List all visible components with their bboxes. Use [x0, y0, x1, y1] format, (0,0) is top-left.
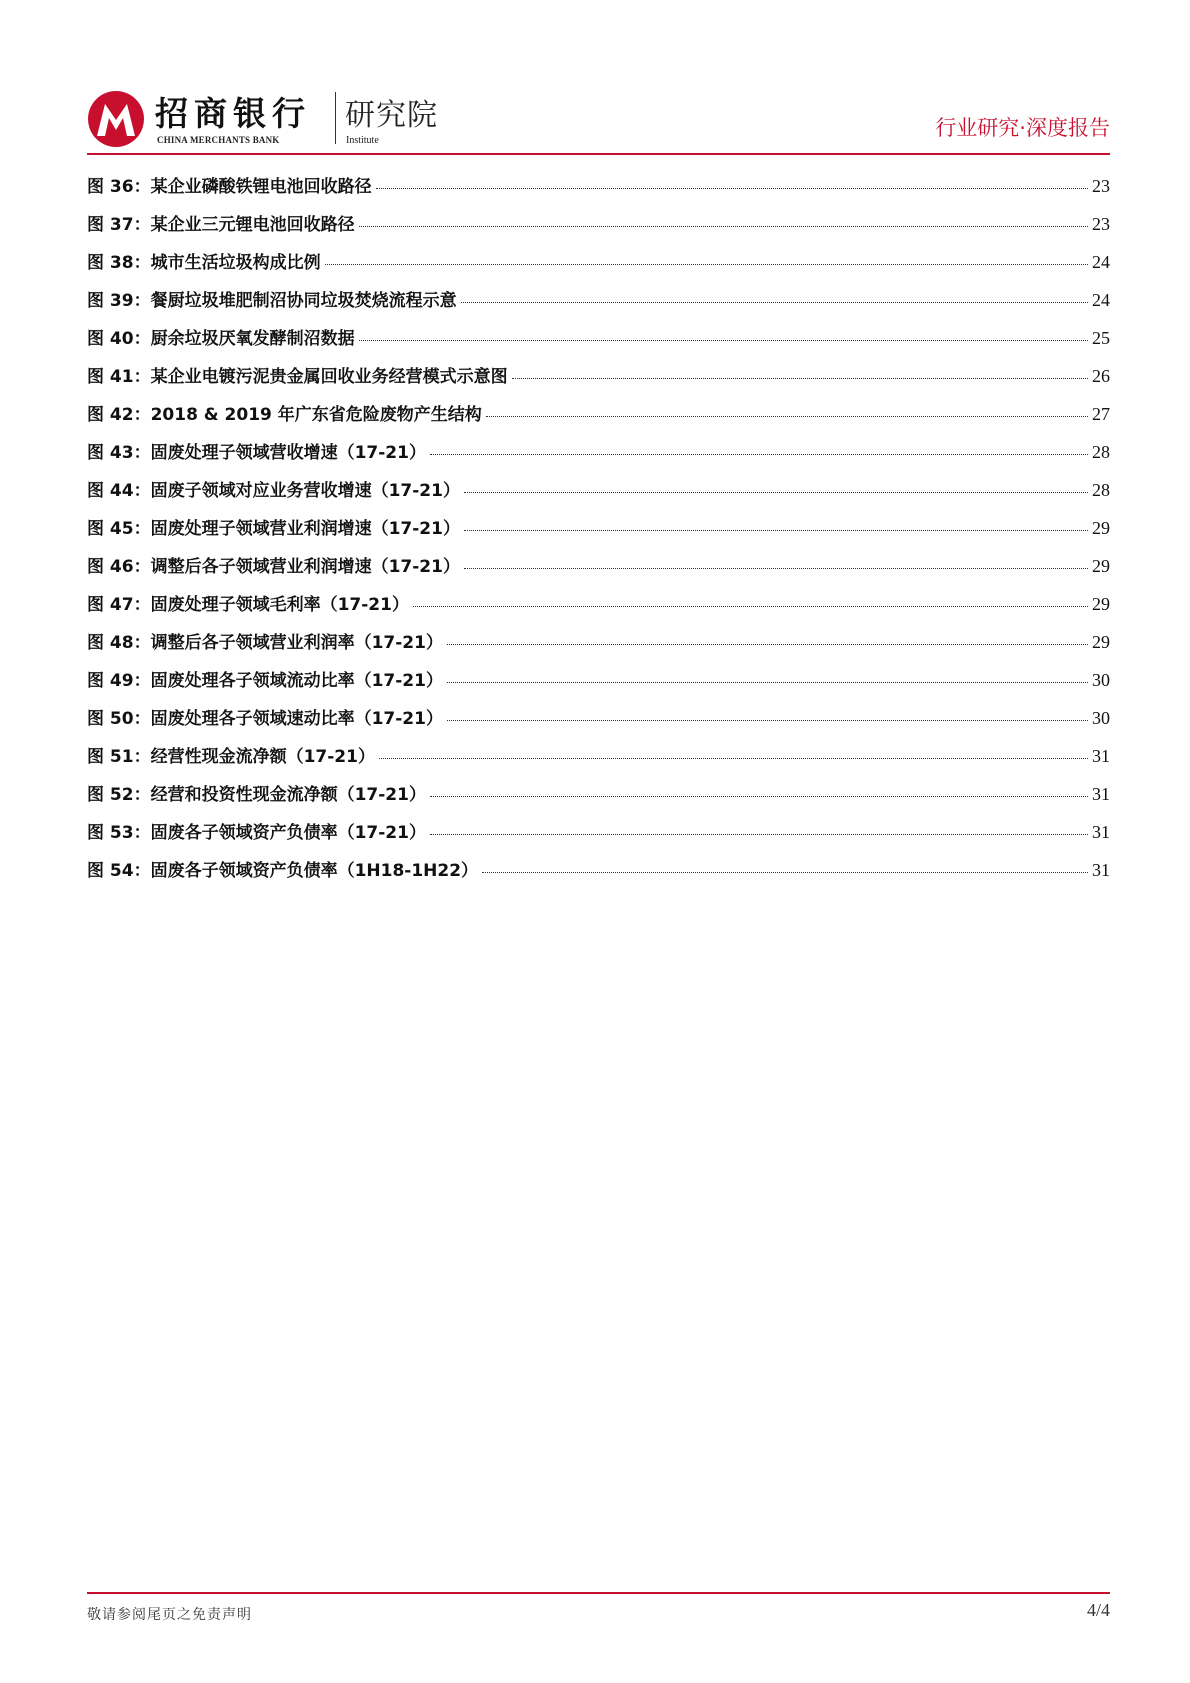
toc-entry-leader — [430, 834, 1088, 835]
toc-entry-leader — [512, 378, 1088, 379]
institute-name-en: Institute — [346, 135, 379, 146]
toc-entry-page: 26 — [1092, 366, 1110, 386]
toc-entry-label: 图 37： — [87, 215, 151, 235]
toc-entry-page: 31 — [1092, 822, 1110, 842]
toc-entry-label: 图 54： — [87, 861, 151, 881]
toc-entry-page: 31 — [1092, 860, 1110, 880]
toc-entry-title: 2018 & 2019 年广东省危险废物产生结构 — [150, 405, 482, 425]
toc-entry[interactable] — [87, 742, 1110, 780]
toc-entry-label: 图 47： — [87, 595, 151, 615]
toc-entry-title: 城市生活垃圾构成比例 — [150, 253, 321, 273]
toc-entry-page: 29 — [1092, 556, 1110, 576]
toc-entry-leader — [486, 416, 1088, 417]
toc-entry[interactable] — [87, 666, 1110, 704]
page-header — [87, 84, 1110, 150]
toc-entry[interactable] — [87, 324, 1110, 362]
toc-entry-title: 固废子领域对应业务营收增速（17-21） — [150, 481, 460, 501]
toc-entry-title: 固废处理各子领域速动比率（17-21） — [150, 709, 443, 729]
toc-entry-title: 固废各子领域资产负债率（1H18-1H22） — [150, 861, 479, 881]
toc-entry-title: 固废各子领域资产负债率（17-21） — [150, 823, 426, 843]
bank-name-en: CHINA MERCHANTS BANK — [157, 135, 280, 145]
toc-entry-page: 25 — [1092, 328, 1110, 348]
toc-entry[interactable] — [87, 438, 1110, 476]
toc-entry-label: 图 48： — [87, 633, 151, 653]
toc-entry[interactable] — [87, 704, 1110, 742]
toc-entry-label: 图 44： — [87, 481, 151, 501]
toc-entry[interactable] — [87, 476, 1110, 514]
header-divider — [87, 153, 1110, 155]
toc-entry-label: 图 49： — [87, 671, 151, 691]
toc-entry-title: 固废处理子领域营业利润增速（17-21） — [150, 519, 460, 539]
toc-entry-label: 图 46： — [87, 557, 151, 577]
toc-entry-page: 24 — [1092, 252, 1110, 272]
toc-entry-leader — [376, 188, 1088, 189]
toc-entry-label: 图 50： — [87, 709, 151, 729]
toc-entry-label: 图 36： — [87, 177, 151, 197]
toc-entry[interactable] — [87, 628, 1110, 666]
bank-name-cn: 招商银行 — [155, 94, 311, 133]
toc-entry[interactable] — [87, 780, 1110, 818]
toc-entry-title: 某企业磷酸铁锂电池回收路径 — [150, 177, 372, 197]
toc-entry-label: 图 38： — [87, 253, 151, 273]
toc-entry-label: 图 39： — [87, 291, 151, 311]
toc-entry[interactable] — [87, 514, 1110, 552]
toc-entry-page: 24 — [1092, 290, 1110, 310]
toc-entry-leader — [447, 644, 1088, 645]
toc-entry-label: 图 43： — [87, 443, 151, 463]
toc-entry-title: 餐厨垃圾堆肥制沼协同垃圾焚烧流程示意 — [150, 291, 457, 311]
toc-entry[interactable] — [87, 400, 1110, 438]
toc-entry-title: 某企业电镀污泥贵金属回收业务经营模式示意图 — [150, 367, 508, 387]
toc-entry-label: 图 52： — [87, 785, 151, 805]
toc-entry-leader — [325, 264, 1088, 265]
toc-entry-title: 调整后各子领域营业利润率（17-21） — [150, 633, 443, 653]
toc-entry-page: 28 — [1092, 442, 1110, 462]
toc-entry-leader — [430, 454, 1088, 455]
cmb-logo-icon — [87, 90, 145, 148]
toc-entry-page: 28 — [1092, 480, 1110, 500]
toc-entry-title: 固废处理各子领域流动比率（17-21） — [150, 671, 443, 691]
toc-entry-leader — [464, 530, 1088, 531]
toc-entry-leader — [482, 872, 1088, 873]
toc-entry-title: 调整后各子领域营业利润增速（17-21） — [150, 557, 460, 577]
logo-divider — [335, 92, 336, 144]
toc-entry-page: 31 — [1092, 784, 1110, 804]
toc-entry-title: 厨余垃圾厌氧发酵制沼数据 — [150, 329, 355, 349]
toc-entry-page: 23 — [1092, 176, 1110, 196]
toc-entry-leader — [464, 492, 1088, 493]
page-number: 4/4 — [1086, 1600, 1110, 1620]
toc-entry-leader — [359, 340, 1088, 341]
institute-name-cn: 研究院 — [345, 98, 438, 133]
toc-entry-title: 固废处理子领域毛利率（17-21） — [150, 595, 409, 615]
toc-entry[interactable] — [87, 552, 1110, 590]
toc-entry-label: 图 42： — [87, 405, 151, 425]
toc-entry-page: 30 — [1092, 708, 1110, 728]
table-of-figures — [87, 172, 1110, 894]
toc-entry-label: 图 51： — [87, 747, 151, 767]
toc-entry-page: 29 — [1092, 594, 1110, 614]
toc-entry-leader — [413, 606, 1088, 607]
toc-entry-leader — [430, 796, 1088, 797]
toc-entry-page: 27 — [1092, 404, 1110, 424]
toc-entry-leader — [464, 568, 1088, 569]
toc-entry[interactable] — [87, 818, 1110, 856]
toc-entry[interactable] — [87, 856, 1110, 894]
toc-entry[interactable] — [87, 210, 1110, 248]
toc-entry-page: 30 — [1092, 670, 1110, 690]
toc-entry-title: 经营性现金流净额（17-21） — [150, 747, 375, 767]
toc-entry[interactable] — [87, 172, 1110, 210]
report-type: 行业研究·深度报告 — [935, 116, 1110, 140]
toc-entry[interactable] — [87, 286, 1110, 324]
toc-entry-page: 29 — [1092, 518, 1110, 538]
footer-divider — [87, 1592, 1110, 1594]
toc-entry-label: 图 40： — [87, 329, 151, 349]
toc-entry-label: 图 41： — [87, 367, 151, 387]
toc-entry-page: 31 — [1092, 746, 1110, 766]
toc-entry-leader — [447, 720, 1088, 721]
toc-entry-title: 经营和投资性现金流净额（17-21） — [150, 785, 426, 805]
toc-entry-leader — [447, 682, 1088, 683]
toc-entry-page: 29 — [1092, 632, 1110, 652]
toc-entry-leader — [379, 758, 1088, 759]
disclaimer-text: 敬请参阅尾页之免责声明 — [87, 1607, 252, 1623]
toc-entry-label: 图 53： — [87, 823, 151, 843]
toc-entry-title: 某企业三元锂电池回收路径 — [150, 215, 355, 235]
toc-entry-leader — [461, 302, 1088, 303]
toc-entry-leader — [359, 226, 1088, 227]
toc-entry-title: 固废处理子领域营收增速（17-21） — [150, 443, 426, 463]
toc-entry[interactable] — [87, 248, 1110, 286]
toc-entry-page: 23 — [1092, 214, 1110, 234]
toc-entry-label: 图 45： — [87, 519, 151, 539]
toc-entry[interactable] — [87, 362, 1110, 400]
toc-entry[interactable] — [87, 590, 1110, 628]
